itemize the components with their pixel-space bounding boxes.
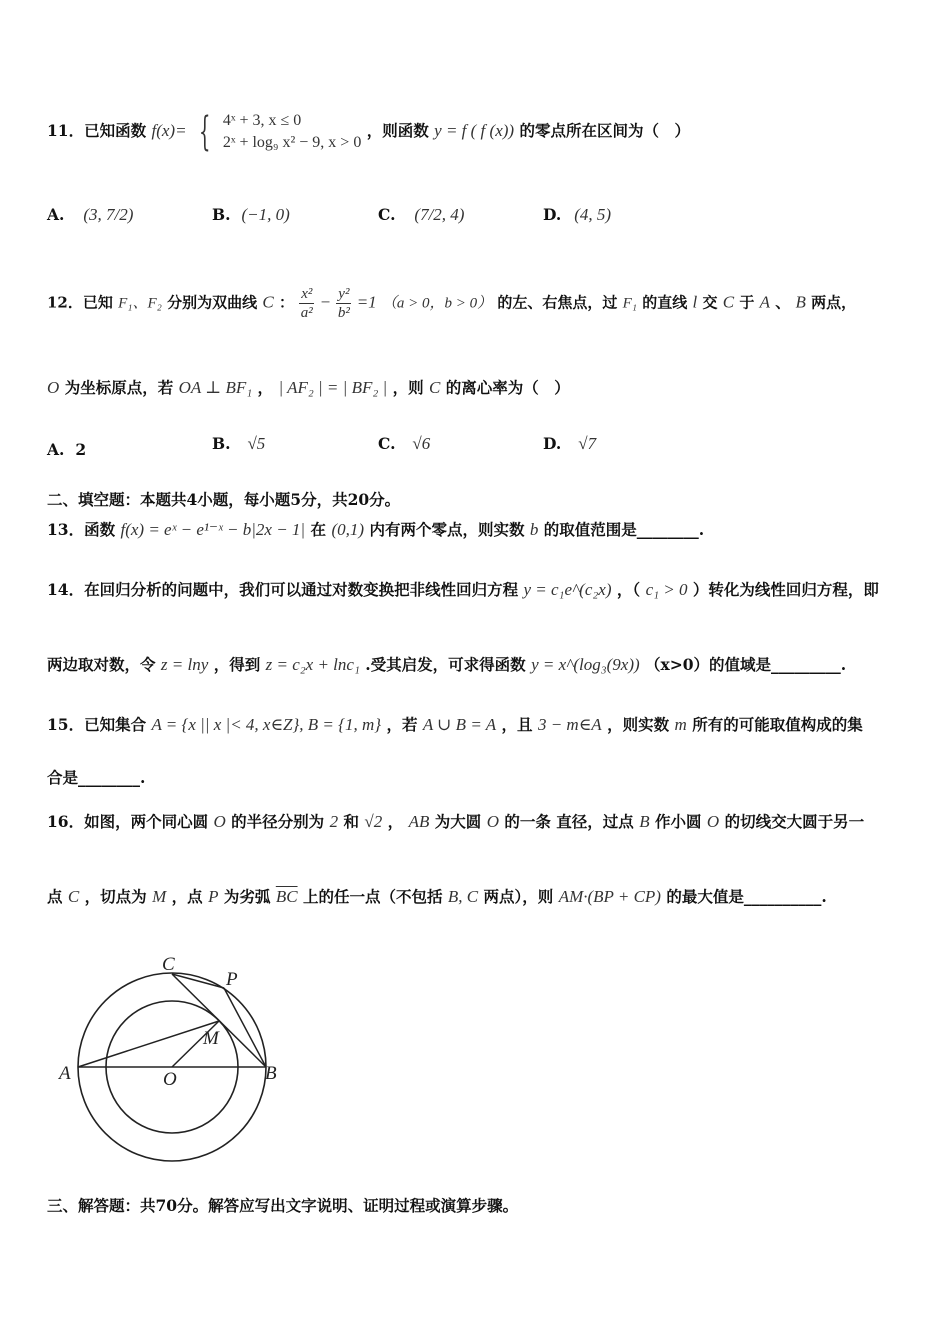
segment-am xyxy=(78,1021,219,1067)
q16-sqrt2: √2 xyxy=(364,812,383,831)
q12-t7: 两点， xyxy=(811,293,857,312)
q14-z: z = lny xyxy=(160,655,209,674)
q13-prefix: 13．函数 xyxy=(47,520,116,539)
q16-t1: 的半径分别为 xyxy=(231,812,325,831)
q12-option-a xyxy=(47,440,86,459)
q16-c: C xyxy=(67,887,80,906)
q11-option-a xyxy=(47,205,133,225)
q16-arc: $\overline{BC}$ xyxy=(275,887,298,906)
q12-a: A xyxy=(759,292,770,312)
q13-line xyxy=(47,520,704,540)
q12-num1: x² xyxy=(301,286,313,302)
q12-line2-t3: 的离心率为（ ） xyxy=(445,378,570,397)
q11-option-b xyxy=(212,205,290,225)
q14-line2 xyxy=(47,655,846,675)
q12-abs: | AF₂ | = | BF₂ | xyxy=(278,378,388,397)
q15-line2: 合是________. xyxy=(47,768,146,787)
q12-prefix: 12．已知 xyxy=(47,293,113,312)
q12-foci: F₁、F₂ xyxy=(118,295,162,312)
q11-y: y = f ( f (x)) xyxy=(434,121,515,140)
q14-l2-t3: .受其启发，可求得函数 xyxy=(365,655,526,674)
q12-c: C xyxy=(262,292,274,312)
q12-option-c-value: √6 xyxy=(412,434,431,453)
q16-t3: ， xyxy=(387,812,404,831)
q11-option-a-label: A. xyxy=(47,205,65,224)
q14-func: y = x^(log₃(9x)) xyxy=(531,655,640,674)
q12-num2: y² xyxy=(338,286,350,302)
q12-den2: b² xyxy=(337,305,350,321)
label-p: P xyxy=(226,969,238,990)
q12-frac1 xyxy=(299,285,314,322)
q11-suffix: 的零点所在区间为（ ） xyxy=(519,121,690,140)
q12-option-a-value: 2 xyxy=(75,440,87,459)
q12-line2 xyxy=(47,378,570,398)
q16-l2-t2: ，切点为 xyxy=(84,887,147,906)
q12-perp: OA ⊥ BF₁ xyxy=(178,378,253,397)
q15-union: A ∪ B = A xyxy=(422,715,497,734)
q16-p: P xyxy=(208,887,219,906)
q16-l2-t1: 点 xyxy=(47,887,63,906)
q11-fx: f(x)= xyxy=(151,121,187,140)
q12-option-d xyxy=(543,434,596,454)
q12-minus: − xyxy=(319,292,332,312)
q15-t2: ，且 xyxy=(501,715,533,734)
q16-t4: 为大圆 xyxy=(434,812,482,831)
q11-brace: { xyxy=(198,109,211,155)
q14-l2-t2: ，得到 xyxy=(213,655,261,674)
q13-t2: 内有两个零点，则实数 xyxy=(369,520,525,539)
q12-t1: 分别为双曲线 xyxy=(167,293,258,312)
q11-option-a-value: (3, 7/2) xyxy=(83,205,134,224)
q16-l2-t3: ，点 xyxy=(171,887,203,906)
q15-cond: 3 − m∈A xyxy=(537,715,602,734)
q16-t6: 作小圆 xyxy=(655,812,702,831)
q16-m: M xyxy=(152,887,167,906)
label-a: A xyxy=(59,1063,71,1084)
q14-l2-t4: （x>0）的值域是_________. xyxy=(645,655,847,674)
q16-two: 2 xyxy=(329,812,339,831)
q16-t2: 和 xyxy=(343,812,360,831)
q14-line1 xyxy=(47,580,879,600)
q12-cond: （a > 0，b > 0） xyxy=(381,295,493,312)
q11-option-c xyxy=(378,205,464,225)
q11-line xyxy=(47,110,690,154)
q16-t7: 的切线交大圆于另一 xyxy=(724,812,865,831)
q12-t2: 的左、右焦点，过 xyxy=(497,293,618,312)
q16-t5: 的一条 直径，过点 xyxy=(504,812,634,831)
q16-line1 xyxy=(47,812,864,832)
q12-comma: ， xyxy=(257,378,274,397)
q16-o: O xyxy=(213,812,226,831)
q13-t3: 的取值范围是________. xyxy=(543,520,705,539)
q16-ab: AB xyxy=(408,812,430,831)
q11-case2: 2ˣ + log₉ x² − 9, x > 0 xyxy=(222,134,362,151)
q12-option-c xyxy=(378,434,430,454)
q11-option-b-value: (−1, 0) xyxy=(241,205,290,224)
q16-line2 xyxy=(47,887,827,907)
q11-prefix: 11．已知函数 xyxy=(47,121,147,140)
q15-m: m xyxy=(674,715,687,734)
q11-option-b-label: B. xyxy=(212,205,231,224)
q12-t5: 于 xyxy=(739,293,755,312)
q12-option-b-value: √5 xyxy=(247,434,266,453)
label-m: M xyxy=(203,1028,219,1049)
q12-t6: 、 xyxy=(775,293,791,312)
label-c: C xyxy=(162,954,175,975)
q12-option-c-label: C. xyxy=(378,434,396,453)
q16-b: B xyxy=(639,812,650,831)
q11-option-c-label: C. xyxy=(378,205,396,224)
q15-t4: 所有的可能取值构成的集 xyxy=(692,715,863,734)
q11-mid: ，则函数 xyxy=(366,121,429,140)
q12-colon: ： xyxy=(278,293,294,312)
section-3-heading: 三、解答题：共70分。解答应写出文字说明、证明过程或演算步骤。 xyxy=(47,1196,519,1215)
q14-cond: c₁ > 0 xyxy=(645,580,688,599)
q15-prefix: 15．已知集合 xyxy=(47,715,147,734)
label-o: O xyxy=(163,1069,177,1090)
q13-interval: (0,1) xyxy=(331,520,365,539)
segment-bp xyxy=(224,988,266,1067)
q16-l2-t5: 上的任一点（不包括 xyxy=(302,887,443,906)
q16-figure xyxy=(55,948,305,1168)
q13-b: b xyxy=(529,520,539,539)
q12-b: B xyxy=(795,292,806,312)
q14-eq1: y = c₁e^(c₂x) xyxy=(523,580,612,599)
q11-case1: 4ˣ + 3, x ≤ 0 xyxy=(222,112,302,129)
q11-option-c-value: (7/2, 4) xyxy=(414,205,465,224)
q12-option-b xyxy=(212,434,265,454)
q11-option-d xyxy=(543,205,611,225)
q14-t1: ，（ xyxy=(616,580,641,599)
q12-o: O xyxy=(47,378,60,397)
q12-frac2 xyxy=(336,285,351,322)
q14-prefix: 14．在回归分析的问题中，我们可以通过对数变换把非线性回归方程 xyxy=(47,580,519,599)
label-b: B xyxy=(265,1063,277,1084)
q12-line1 xyxy=(47,285,856,322)
q12-eq: =1 xyxy=(356,292,377,312)
q12-c2: C xyxy=(722,292,735,312)
q15-sets: A = {x || x |< 4, x∈Z}, B = {1, m} xyxy=(151,715,382,734)
q12-line2-t1: 为坐标原点，若 xyxy=(64,378,174,397)
q16-expr: AM·(BP + CP) xyxy=(558,887,661,906)
q16-o2: O xyxy=(486,812,499,831)
q15-t3: ，则实数 xyxy=(607,715,670,734)
q12-line2-t2: ，则 xyxy=(392,378,424,397)
q15-line1 xyxy=(47,715,863,735)
q13-t1: 在 xyxy=(310,520,327,539)
section-2-heading: 二、填空题：本题共4小题，每小题5分，共20分。 xyxy=(47,490,401,509)
q12-option-d-value: √7 xyxy=(578,434,597,453)
q12-option-d-label: D. xyxy=(543,434,562,453)
q11-option-d-value: (4, 5) xyxy=(574,205,612,224)
q14-t2: ）转化为线性回归方程，即 xyxy=(692,580,879,599)
q12-t4: 交 xyxy=(702,293,718,312)
q13-expr: f(x) = eˣ − e¹⁻ˣ − b|2x − 1| xyxy=(120,520,306,539)
q16-bc: B, C xyxy=(447,887,479,906)
q16-prefix: 16．如图，两个同心圆 xyxy=(47,812,209,831)
q12-den1: a² xyxy=(300,305,313,321)
q16-l2-t7: 的最大值是__________. xyxy=(666,887,827,906)
q12-f1: F₁ xyxy=(622,295,638,312)
q12-t3: 的直线 xyxy=(642,293,688,312)
q12-l: l xyxy=(692,292,698,312)
q12-line2-c: C xyxy=(429,378,441,397)
q14-l2-t1: 两边取对数，令 xyxy=(47,655,156,674)
q16-l2-t6: 两点），则 xyxy=(483,887,554,906)
q14-zeq: z = c₂x + lnc₁ xyxy=(265,655,360,674)
q16-l2-t4: 为劣弧 xyxy=(223,887,271,906)
q12-option-a-label: A. xyxy=(47,440,65,459)
q11-option-d-label: D. xyxy=(543,205,562,224)
q12-option-b-label: B. xyxy=(212,434,231,453)
q15-t1: ，若 xyxy=(386,715,418,734)
q11-cases xyxy=(223,110,362,154)
q16-o3: O xyxy=(706,812,720,831)
